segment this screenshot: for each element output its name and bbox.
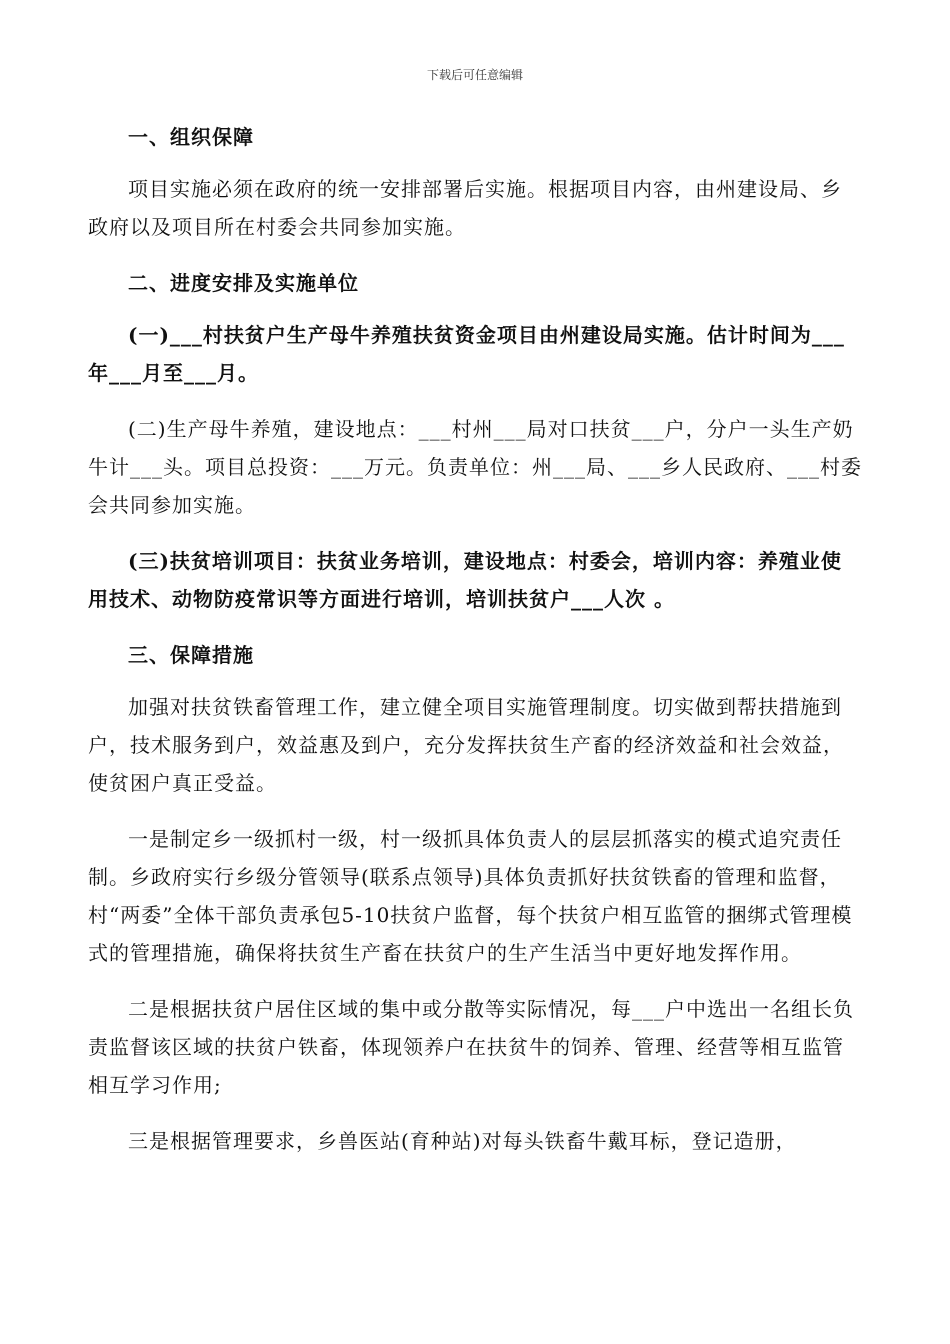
section-2-paragraph-3: (三)扶贫培训项目：扶贫业务培训，建设地点：村委会，培训内容：养殖业使用技术、动物防疫常识等方面进行培训，培训扶贫户___人次 。 xyxy=(88,549,842,611)
section-3-paragraph-2: 一是制定乡一级抓村一级，村一级抓具体负责人的层层抓落实的模式追究责任制。乡政府实行乡级分管领导(联系点领导)具体负责抓好扶贫铁畜的管理和监督，村“两委”全体干部负责承包5-10扶贫户监督，每个扶贫户相互监管的捆绑式管理模式的管理措施，确保将扶贫生产畜在扶贫户的生产生活当中更好地发挥作用。 xyxy=(88,827,853,965)
section-3-paragraph-4: 三是根据管理要求，乡兽医站(育种站)对每头铁畜牛戴耳标，登记造册， xyxy=(128,1129,797,1153)
section-1-paragraph-1: 项目实施必须在政府的统一安排部署后实施。根据项目内容，由州建设局、乡政府以及项目所在村委会共同参加实施。 xyxy=(88,177,842,239)
section-1-title: 一、组织保障 xyxy=(128,125,254,149)
section-2-title: 二、进度安排及实施单位 xyxy=(128,271,359,295)
document-body xyxy=(88,118,862,1178)
section-3-title: 三、保障措施 xyxy=(128,643,254,667)
page-header: 下载后可任意编辑 xyxy=(426,68,523,82)
section-3-paragraph-3: 二是根据扶贫户居住区域的集中或分散等实际情况，每___户中选出一名组长负责监督该区域的扶贫户铁畜，体现领养户在扶贫牛的饲养、管理、经营等相互监管相互学习作用; xyxy=(88,997,854,1097)
section-3-paragraph-1: 加强对扶贫铁畜管理工作，建立健全项目实施管理制度。切实做到帮扶措施到户，技术服务到户，效益惠及到户，充分发挥扶贫生产畜的经济效益和社会效益，使贫困户真正受益。 xyxy=(88,695,844,795)
section-2-paragraph-2: (二)生产母牛养殖，建设地点：___村州___局对口扶贫___户，分户一头生产奶牛计___头。项目总投资：___万元。负责单位：州___局、___乡人民政府、___村委会共同参加实施。 xyxy=(88,417,862,517)
section-2-paragraph-1: (一)___村扶贫户生产母牛养殖扶贫资金项目由州建设局实施。估计时间为___年___月至___月。 xyxy=(88,323,845,385)
